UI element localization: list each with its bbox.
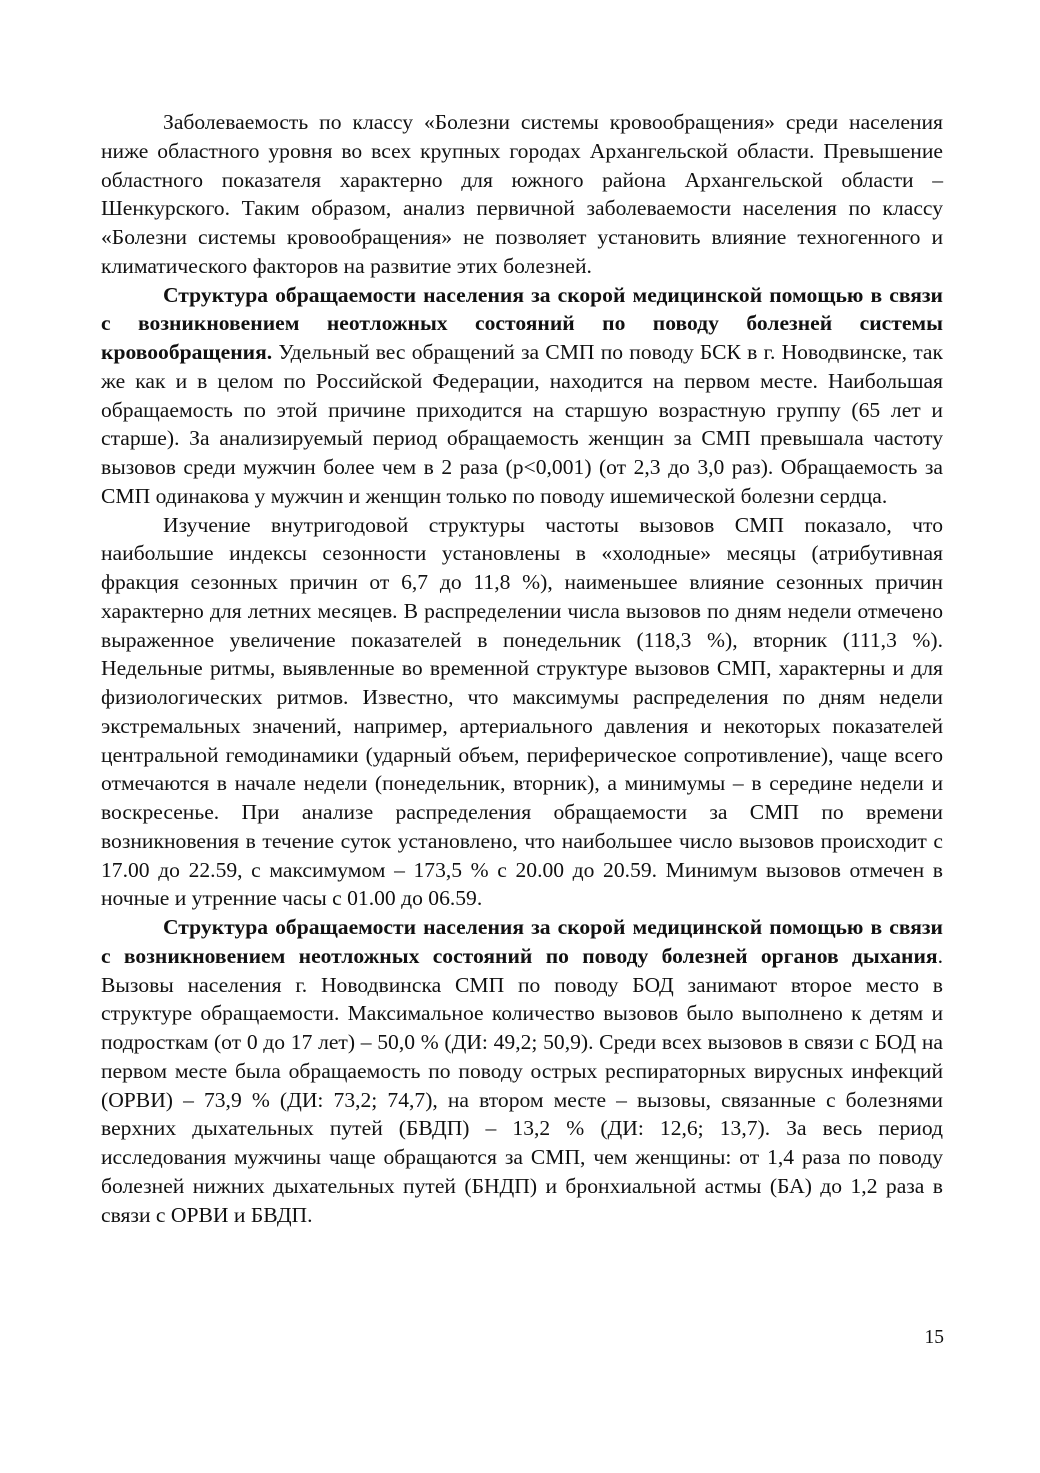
paragraph-seasonal-structure [101,511,943,914]
paragraph-heading: Структура обращаемости населения за скорой медицинской помощью в связи с возникновением неотложных состояний по поводу болезней системы кровообращения. [101,282,943,364]
paragraph-respiratory-emergency [101,913,943,1229]
paragraph-body: Удельный вес обращений за СМП по поводу БСК в г. Новодвинске, так же как и в целом по Российской Федерации, находится на первом месте. Наибольшая обращаемость по этой причине приходится на старшую возрастную группу (65 лет и старше). За анализируемый период обращаемость женщин за СМП превышала частоту вызовов среди мужчин более чем в 2 раза (р<0,001) (от 2,3 до 3,0 раз). Обращаемость за СМП одинакова у мужчин и женщин только по поводу ишемической болезни сердца. [101,340,943,508]
document-page [101,108,943,1229]
paragraph-body: Изучение внутригодовой структуры частоты вызовов СМП показало, что наибольшие индексы сезонности установлены в «холодные» месяцы (атрибутивная фракция сезонных причин от 6,7 до 11,8 %), наименьшее влияние сезонных причин характерно для летних месяцев. В распределении числа вызовов по дням недели отмечено выраженное увеличение показателей в понедельник (118,3 %), вторник (111,3 %). Недельные ритмы, выявленные во временной структуре вызовов СМП, характерны и для физиологических ритмов. Известно, что максимумы распределения по дням недели экстремальных значений, например, артериального давления и некоторых показателей центральной гемодинамики (ударный объем, периферическое сопротивление), чаще всего отмечаются в начале недели (понедельник, вторник), а минимумы – в середине недели и воскресенье. При анализе распределения обращаемости за СМП по времени возникновения в течение суток установлено, что наибольшее число вызовов происходит с 17.00 до 22.59, с максимумом – 173,5 % с 20.00 до 20.59. Минимум вызовов отмечен в ночные и утренние часы с 01.00 до 06.59. [101,512,943,911]
paragraph-cardiovascular-emergency [101,281,943,511]
body-text [101,108,943,1229]
paragraph-body: . Вызовы населения г. Новодвинска СМП по поводу БОД занимают второе место в структуре обращаемости. Максимальное количество вызовов было выполнено к детям и подросткам (от 0 до 17 лет) – 50,0 % (ДИ: 49,2; 50,9). Среди всех вызовов в связи с БОД на первом месте была обращаемость по поводу острых респираторных вирусных инфекций (ОРВИ) – 73,9 % (ДИ: 73,2; 74,7), на втором месте – вызовы, связанные с болезнями верхних дыхательных путей (БВДП) – 13,2 % (ДИ: 12,6; 13,7). За весь период исследования мужчины чаще обращаются за СМП, чем женщины: от 1,4 раза по поводу болезней нижних дыхательных путей (БНДП) и бронхиальной астмы (БА) до 1,2 раза в связи с ОРВИ и БВДП. [101,943,943,1227]
paragraph-heading: Структура обращаемости населения за скорой медицинской помощью в связи с возникновением неотложных состояний по поводу болезней органов дыхания [101,915,943,968]
paragraph-cardiovascular-morbidity [101,108,943,281]
paragraph-body: Заболеваемость по классу «Болезни системы кровообращения» среди населения ниже областного уровня во всех крупных городах Архангельской области. Превышение областного показателя характерно для южного района Архангельской области – Шенкурского. Таким образом, анализ первичной заболеваемости населения по классу «Болезни системы кровообращения» не позволяет установить влияние техногенного и климатического факторов на развитие этих болезней. [101,110,943,278]
page-number: 15 [924,1327,944,1348]
